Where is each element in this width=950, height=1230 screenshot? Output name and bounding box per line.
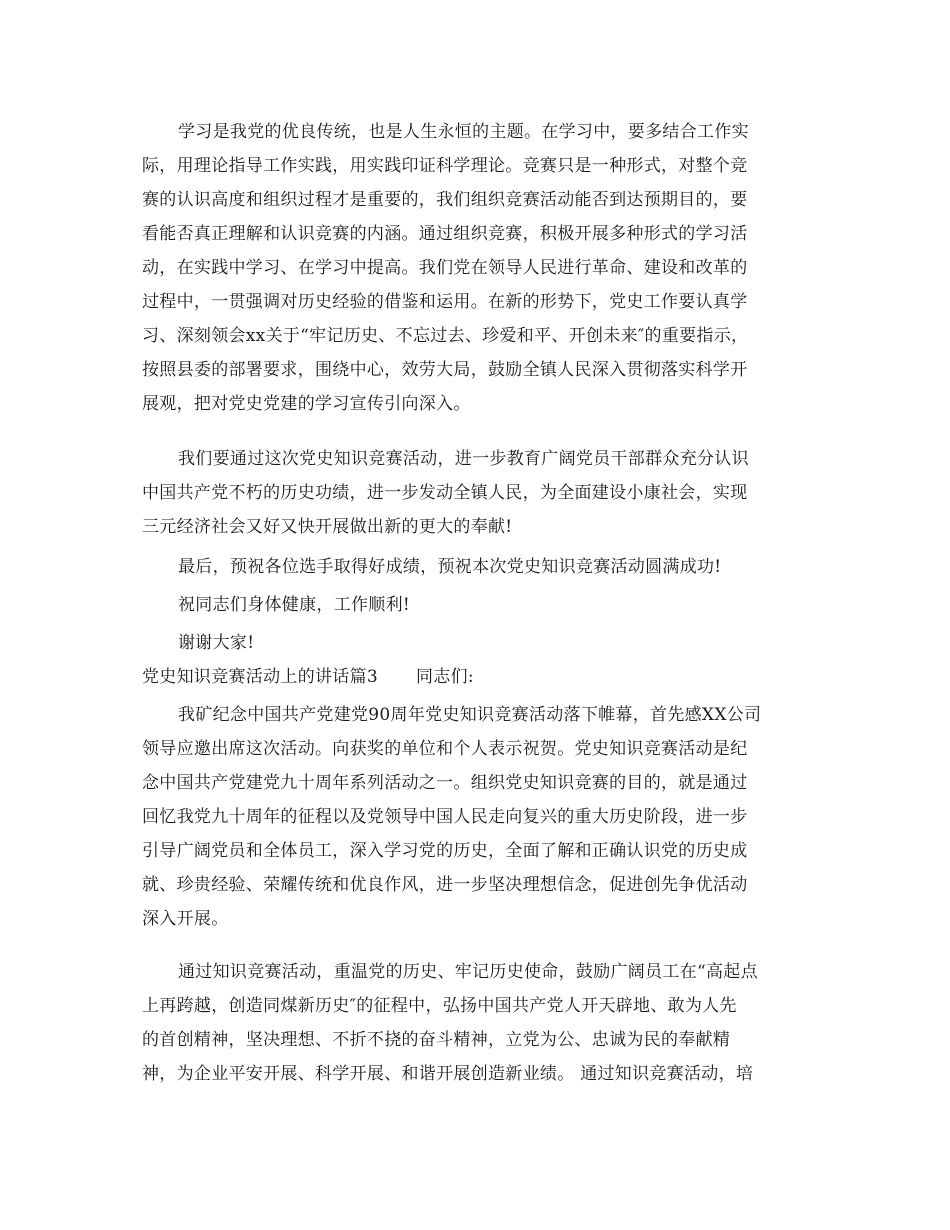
paragraph-line: 习、深刻领会xx关于“牢记历史、不忘过去、珍爱和平、开创未来″的重要指示， [142,326,749,346]
paragraph-line: 引导广阔党员和全体员工，深入学习党的历史，全面了解和正确认识党的历史成 [142,841,748,861]
paragraph-line: 念中国共产党建党九十周年系列活动之一。组织党史知识竞赛的目的，就是通过 [142,773,748,793]
paragraph-line: 学习是我党的优良传统，也是人生永恒的主题。在学习中，要多结合工作实 [178,122,749,142]
paragraph-line: 我们要通过这次党史知识竞赛活动，进一步教育广阔党员干部群众充分认识 [178,449,749,469]
paragraph-line: 上再跨越，创造同煤新历史″的征程中，弘扬中国共产党人开天辟地、敢为人先 [142,996,737,1016]
paragraph-line: 通过知识竞赛活动，重温党的历史、牢记历史使命，鼓励广阔员工在“高起点 [178,962,758,982]
paragraph-line: 我矿纪念中国共产党建党90周年党史知识竞赛活动落下帷幕，首先感XX公司 [178,705,762,725]
paragraph-line: 就、珍贵经验、荣耀传统和优良作风，进一步坚决理想信念，促进创先争优活动 [142,875,748,895]
paragraph-line: 按照县委的部署要求，围绕中心，效劳大局，鼓励全镇人民深入贯彻落实科学开 [142,360,748,380]
paragraph-line: 回忆我党九十周年的征程以及党领导中国人民走向复兴的重大历史阶段，进一步 [142,807,748,827]
paragraph-line: 深入开展。 [142,909,229,929]
paragraph-line: 看能否真正理解和认识竞赛的内涵。通过组织竞赛，积极开展多种形式的学习活 [142,224,748,244]
paragraph-line: 的首创精神，坚决理想、不折不挠的奋斗精神，立党为公、忠诚为民的奉献精 [142,1030,731,1050]
paragraph-line: 神，为企业平安开展、科学开展、和谐开展创造新业绩。 通过知识竞赛活动，培 [142,1064,754,1084]
section-heading [142,667,474,687]
paragraph-line: 最后，预祝各位选手取得好成绩，预祝本次党史知识竞赛活动圆满成功! [178,557,722,577]
paragraph-line: 际，用理论指导工作实践，用实践印证科学理论。竞赛只是一种形式，对整个竞 [142,156,748,176]
section-title: 党史知识竞赛活动上的讲话篇3 [142,667,379,687]
paragraph-line: 过程中，一贯强调对历史经验的借鉴和运用。在新的形势下，党史工作要认真学 [142,292,748,312]
paragraph-line: 中国共产党不朽的历史功绩，进一步发动全镇人民，为全面建设小康社会，实现 [142,483,748,503]
paragraph-line: 祝同志们身体健康，工作顺利! [178,595,411,615]
paragraph-line: 动，在实践中学习、在学习中提高。我们党在领导人民进行革命、建设和改革的 [142,258,748,278]
paragraph-line: 赛的认识高度和组织过程才是重要的，我们组织竞赛活动能否到达预期目的，要 [142,190,748,210]
paragraph-line: 展观，把对党史党建的学习宣传引向深入。 [142,394,471,414]
paragraph-line: 三元经济社会又好又快开展做出新的更大的奉献! [142,517,513,537]
salutation: 同志们: [416,667,474,687]
paragraph-line: 谢谢大家! [178,633,255,653]
paragraph-line: 领导应邀出席这次活动。向获奖的单位和个人表示祝贺。党史知识竞赛活动是纪 [142,739,748,759]
